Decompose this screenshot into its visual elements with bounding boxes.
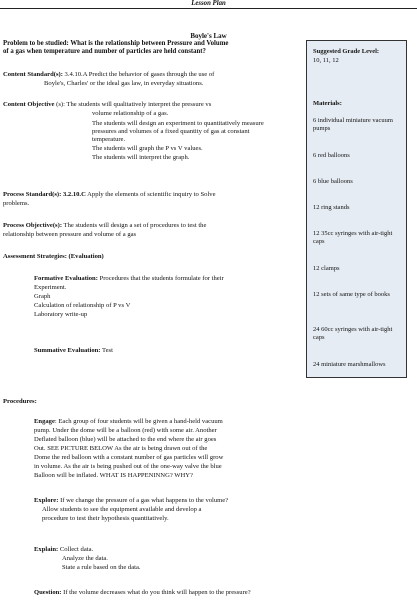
process-standard — [3, 191, 216, 199]
process-standard-line-2: problems. — [3, 200, 30, 207]
material-item: 12 35cc syringes with air-tight caps — [313, 230, 393, 246]
content-objective-line-6: The students will graph the P vs V values. — [92, 145, 203, 152]
formative-evaluation-label: Formative Evaluation: — [34, 275, 98, 282]
process-objective-text: The students will design a set of procedures to test the — [62, 222, 207, 229]
question-label: Question: — [34, 589, 62, 596]
content-standard — [3, 71, 214, 79]
process-standard-label: Process Standard(s): 3.2.10.C — [3, 191, 86, 198]
explain-label: Explain: — [34, 546, 59, 553]
materials-sidebar — [306, 40, 407, 378]
procedures-heading: Procedures: — [3, 398, 37, 405]
process-objective — [3, 222, 206, 230]
content-objective — [3, 101, 211, 109]
problem-line-1: Problem to be studied: What is the relationship between Pressure and Volume — [3, 40, 229, 47]
summative-evaluation-text: Test — [100, 347, 113, 354]
engage-line-6: in volume. As the air is being pushed out of the one-way valve the blue — [34, 463, 222, 470]
content-standard-label: Content Standard(s): — [3, 71, 63, 78]
formative-evaluation — [34, 275, 224, 283]
formative-line-5: Laboratory write-up — [34, 311, 88, 318]
material-item: 12 clamps — [313, 265, 340, 272]
content-objective-line-5: temperature. — [92, 136, 126, 143]
content-objective-line-3: The students will design an experiment to quantitatively measure — [92, 120, 264, 127]
explore-label: Explore: — [34, 497, 59, 504]
summative-evaluation-label: Summative Evaluation: — [34, 347, 101, 354]
grade-level-value: 10, 11, 12 — [313, 57, 339, 64]
content-objective-text: (s): The students will qualitatively interpret the pressure vs — [54, 101, 212, 108]
engage-line-5: Dome the red balloon with a constant number of gas particles will grow — [34, 454, 224, 461]
engage-line-1 — [34, 418, 223, 426]
explore-text: If we change the pressure of a gas what happens to the volume? — [58, 497, 229, 504]
explain-line-1 — [34, 546, 93, 554]
content-objective-label: Content Objective — [3, 101, 55, 108]
summative-evaluation — [34, 347, 113, 355]
formative-line-3: Graph — [34, 293, 51, 300]
grade-level-label: Suggested Grade Level: — [313, 48, 380, 55]
question-line — [34, 589, 251, 597]
content-objective-line-7: The students will interpret the graph. — [92, 154, 190, 161]
explore-line-2: Allow students to see the equipment available and develop a — [42, 506, 202, 513]
explore-line-3: procedure to test their hypothesis quantitatively. — [42, 515, 169, 522]
engage-line-7: Balloon will be inflated. WHAT IS HAPPENINNG? WHY? — [34, 472, 193, 479]
material-item: 6 red balloons — [313, 152, 350, 159]
engage-line-2: pump. Under the dome will be a balloon (red) with some air. Another — [34, 427, 217, 434]
material-item: 6 individual miniature vacuum pumps — [313, 117, 393, 133]
material-item: 24 miniature marshmallows — [313, 361, 386, 368]
content-objective-line-2: volume relationship of a gas. — [92, 110, 169, 117]
process-objective-label: Process Objective(s): — [3, 222, 63, 229]
material-item: 24 60cc syringes with air-tight caps — [313, 326, 393, 342]
materials-label: Materials: — [313, 100, 342, 107]
explain-line-2: Analyze the data. — [62, 555, 108, 562]
engage-text: : Each group of four students will be given a hand-held vacuum — [54, 418, 223, 425]
material-item: 12 ring stands — [313, 204, 350, 211]
material-item: 6 blue balloons — [313, 178, 353, 185]
content-objective-line-4: pressures and volumes of a fixed quantity of gas at constant — [92, 128, 250, 135]
engage-line-3: Deflated balloon (blue) will be attached to the end where the air goes — [34, 436, 217, 443]
lesson-title: Boyle's Law — [190, 32, 227, 40]
explain-text: Collect data. — [58, 546, 94, 553]
content-standard-text: 3.4.10.A Predict the behavior of gases through the use of — [62, 71, 215, 78]
formative-line-2: Experiment. — [34, 284, 67, 291]
header-divider — [0, 8, 417, 9]
formative-line-4: Calculation of relationship of P vs V — [34, 302, 131, 309]
question-text: If the volume decreases what do you think will happen to the pressure? — [61, 589, 251, 596]
formative-evaluation-text: Procedures that the students formulate for their — [97, 275, 224, 282]
page-header: Lesson Plan — [191, 0, 226, 7]
engage-label: Engage — [34, 418, 55, 425]
material-item: 12 sets of same type of books — [313, 291, 390, 298]
process-standard-text: Apply the elements of scientific inquiry to Solve — [85, 191, 216, 198]
assessment-heading: Assessment Strategies: (Evaluation) — [3, 253, 104, 260]
process-objective-line-2: relationship between pressure and volume of a gas — [3, 231, 137, 238]
explain-line-3: State a rule based on the data. — [62, 564, 141, 571]
problem-line-2: of a gas when temperature and number of particles are held constant? — [3, 48, 206, 55]
explore-line-1 — [34, 497, 228, 505]
content-standard-line-2: Boyle's, Charles' or the ideal gas law, in everyday situations. — [44, 80, 204, 87]
engage-line-4: Out. SEE PICTURE BELOW As the air is being drawn out of the — [34, 445, 208, 452]
